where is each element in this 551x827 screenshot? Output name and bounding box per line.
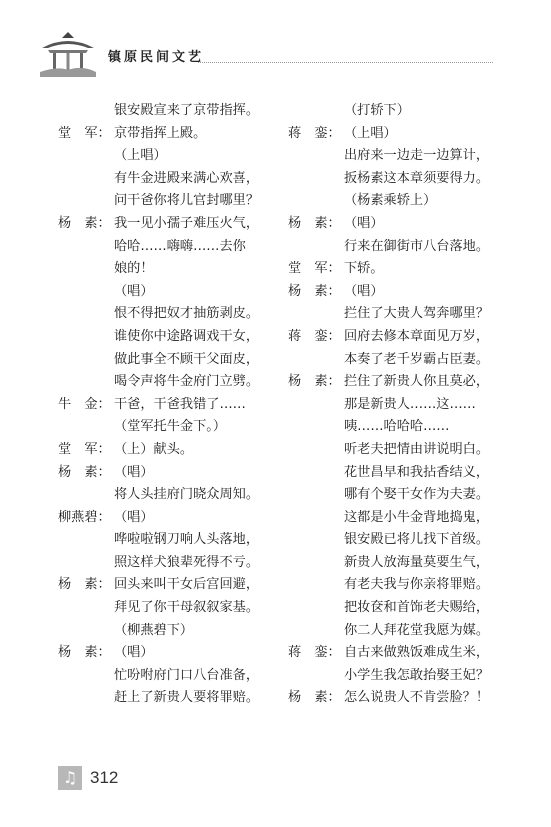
- music-note-icon: ♫: [58, 766, 82, 790]
- script-line: [288, 597, 524, 620]
- script-line: [288, 190, 524, 213]
- script-line: [288, 145, 524, 168]
- speaker-name: 堂 军：: [288, 261, 341, 277]
- header-title: 镇原民间文艺: [108, 50, 205, 65]
- script-line: [288, 552, 524, 575]
- line-text: 本奏了老千岁霸占臣妻。: [344, 351, 490, 367]
- script-line: [288, 213, 524, 236]
- line-text: 新贵人放海量莫要生气，: [344, 554, 490, 570]
- script-line: [58, 371, 294, 394]
- script-line: [58, 574, 294, 597]
- speaker-name: 蒋 銮：: [288, 328, 341, 344]
- speaker-name: 杨 素：: [288, 283, 341, 299]
- script-line: [288, 394, 524, 417]
- line-text: 行来在御街市八台落地。: [344, 238, 490, 254]
- script-line: [58, 439, 294, 462]
- line-text: 将人头挂府门晓众周知。: [114, 487, 260, 503]
- line-text: 忙吩咐府门口八台准备，: [114, 667, 260, 683]
- line-text: 听老夫把情由讲说明白。: [344, 441, 490, 457]
- line-text: 你二人拜花堂我愿为媒。: [344, 622, 490, 638]
- line-text: 京带指挥上殿。: [114, 125, 207, 141]
- script-line: [288, 687, 524, 710]
- line-text: 拦住了新贵人你且莫必，: [344, 374, 490, 390]
- line-text: （唱）: [344, 283, 384, 299]
- speaker-name: 蒋 銮：: [288, 645, 341, 661]
- script-line: [288, 303, 524, 326]
- script-line: [288, 620, 524, 643]
- script-line: [58, 597, 294, 620]
- line-text: （唱）: [114, 283, 154, 299]
- line-text: （上唱）: [344, 125, 397, 141]
- script-line: [288, 371, 524, 394]
- script-line: [288, 642, 524, 665]
- script-line: [288, 168, 524, 191]
- line-text: （唱）: [344, 215, 384, 231]
- line-text: 喝令声将牛金府门立劈。: [114, 374, 260, 390]
- line-text: 赶上了新贵人要将罪赔。: [114, 690, 260, 706]
- pavilion-icon: [38, 32, 98, 77]
- line-text: 问干爸你将儿官封哪里？: [114, 193, 260, 209]
- script-line: [58, 687, 294, 710]
- right-column: [288, 100, 524, 710]
- script-line: [288, 484, 524, 507]
- line-text: 那是新贵人……这……: [344, 396, 476, 412]
- header-divider: [198, 62, 493, 63]
- speaker-name: 杨 素：: [288, 374, 341, 390]
- script-line: [58, 665, 294, 688]
- script-line: [58, 394, 294, 417]
- line-text: 回府去修本章面见万岁，: [344, 328, 490, 344]
- speaker-name: 杨 素：: [288, 215, 341, 231]
- script-line: [58, 123, 294, 146]
- line-text: 这都是小牛金背地捣鬼，: [344, 509, 490, 525]
- script-line: [58, 507, 294, 530]
- script-line: [288, 349, 524, 372]
- line-text: 出府来一边走一边算计，: [344, 148, 490, 164]
- line-text: 做此事全不顾干父面皮，: [114, 351, 260, 367]
- line-text: 咦……哈哈哈……: [344, 419, 450, 435]
- line-text: （柳燕碧下）: [114, 622, 194, 638]
- speaker-name: 杨 素：: [58, 645, 111, 661]
- script-line: [288, 462, 524, 485]
- speaker-name: 杨 素：: [288, 690, 341, 706]
- line-text: 怎么说贵人不肯尝脸？！: [344, 690, 490, 706]
- script-line: [58, 236, 294, 259]
- script-line: [58, 303, 294, 326]
- line-text: （唱）: [114, 509, 154, 525]
- line-text: 我一见小孺子难压火气，: [114, 215, 260, 231]
- speaker-name: 杨 素：: [58, 215, 111, 231]
- line-text: 拦住了大贵人驾奔哪里？: [344, 306, 490, 322]
- line-text: 有老夫我与你亲将罪赔。: [344, 577, 490, 593]
- script-line: [288, 100, 524, 123]
- speaker-name: 柳燕碧：: [58, 509, 111, 525]
- script-line: [58, 462, 294, 485]
- script-line: [288, 258, 524, 281]
- line-text: 娘的！: [114, 261, 154, 277]
- script-line: [288, 439, 524, 462]
- line-text: 哪有个娶干女作为夫妻。: [344, 487, 490, 503]
- script-line: [288, 236, 524, 259]
- line-text: （上）献头。: [114, 441, 194, 457]
- page-number: 312: [90, 768, 119, 787]
- line-text: 有牛金进殿来满心欢喜，: [114, 170, 260, 186]
- speaker-name: 堂 军：: [58, 441, 111, 457]
- script-line: [58, 145, 294, 168]
- left-column: [58, 100, 294, 710]
- script-line: [58, 100, 294, 123]
- line-text: 照这样犬狼辈死得不亏。: [114, 554, 260, 570]
- script-line: [288, 574, 524, 597]
- line-text: 扳杨素这本章须要得力。: [344, 170, 490, 186]
- script-line: [58, 416, 294, 439]
- script-line: [58, 552, 294, 575]
- line-text: 银安殿宣来了京带指挥。: [114, 103, 260, 118]
- speaker-name: 蒋 銮：: [288, 125, 341, 141]
- line-text: （堂军托牛金下。）: [114, 419, 227, 435]
- line-text: 自古来做熟饭难成生米，: [344, 645, 490, 661]
- script-line: [58, 642, 294, 665]
- line-text: （打轿下）: [344, 103, 410, 118]
- speaker-name: 杨 素：: [58, 464, 111, 480]
- line-text: 小学生我怎敢抬娶王妃？: [344, 667, 490, 683]
- script-line: [288, 416, 524, 439]
- line-text: 银安殿已将儿找下首级。: [344, 532, 490, 548]
- script-line: [288, 326, 524, 349]
- script-line: [58, 258, 294, 281]
- script-line: [58, 620, 294, 643]
- line-text: 拜见了你干母叙叙家基。: [114, 600, 260, 616]
- page-header: [0, 0, 551, 90]
- script-line: [288, 281, 524, 304]
- script-line: [58, 213, 294, 236]
- line-text: 把妆奁和首饰老夫赐给，: [344, 600, 490, 616]
- speaker-name: 堂 军：: [58, 125, 111, 141]
- script-line: [58, 529, 294, 552]
- script-line: [58, 281, 294, 304]
- line-text: 谁使你中途路调戏干女，: [114, 328, 260, 344]
- line-text: 哗啦啦钢刀响人头落地，: [114, 532, 260, 548]
- script-line: [288, 123, 524, 146]
- script-line: [58, 168, 294, 191]
- script-line: [58, 190, 294, 213]
- script-line: [288, 507, 524, 530]
- script-line: [58, 349, 294, 372]
- line-text: （唱）: [114, 464, 154, 480]
- line-text: （唱）: [114, 645, 154, 661]
- script-line: [288, 529, 524, 552]
- line-text: 回头来叫干女后宫回避，: [114, 577, 260, 593]
- line-text: 下轿。: [344, 261, 384, 277]
- script-line: [288, 665, 524, 688]
- speaker-name: 杨 素：: [58, 577, 111, 593]
- script-line: [58, 326, 294, 349]
- line-text: 哈哈……嗨嗨……去你: [114, 238, 246, 254]
- line-text: （上唱）: [114, 148, 167, 164]
- line-text: （杨素乘轿上）: [344, 193, 437, 209]
- line-text: 花世昌早和我拈香结义，: [344, 464, 490, 480]
- line-text: 恨不得把奴才抽筋剥皮。: [114, 306, 260, 322]
- speaker-name: 牛 金：: [58, 396, 111, 412]
- line-text: 干爸，干爸我错了……: [114, 396, 246, 412]
- script-line: [58, 484, 294, 507]
